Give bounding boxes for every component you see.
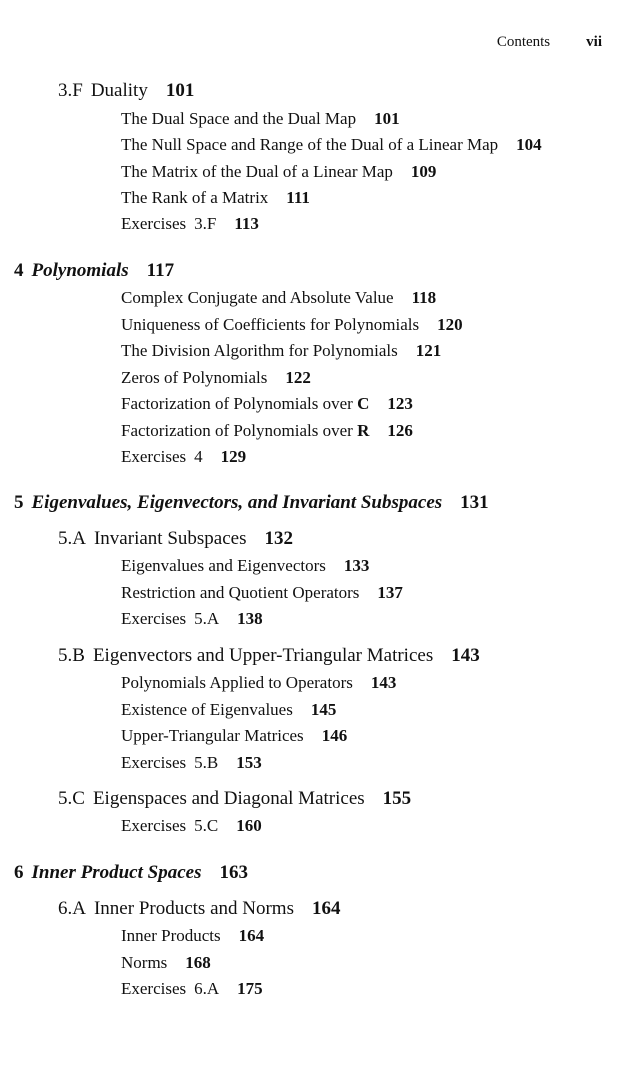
field-symbol: C (357, 394, 370, 413)
page-ref: 145 (310, 700, 337, 719)
chapter-title: Polynomials (31, 260, 129, 281)
entry-title: Factorization of Polynomials over (121, 394, 358, 413)
toc-subsection (121, 342, 441, 359)
toc-chapter (14, 863, 248, 882)
entry-title: Zeros of Polynomials (121, 368, 268, 387)
entry-title: The Dual Space and the Dual Map (121, 109, 357, 128)
toc-subsection (121, 727, 347, 744)
entry-title: Factorization of Polynomials over (121, 421, 358, 440)
page-ref: 121 (415, 341, 442, 360)
entry-title: The Null Space and Range of the Dual of a Linear Map (121, 135, 499, 154)
page-ref: 120 (437, 315, 463, 334)
entry-title: Exercises (121, 214, 187, 233)
page-ref: 117 (146, 260, 175, 281)
chapter-number: 6 (14, 862, 24, 883)
page-ref: 101 (374, 109, 400, 128)
toc-subsection (121, 954, 211, 971)
section-title: Eigenspaces and Diagonal Matrices (92, 788, 365, 809)
chapter-title: Inner Product Spaces (31, 862, 202, 883)
page-ref: 164 (311, 898, 341, 919)
page-ref: 137 (377, 583, 403, 602)
page-ref: 133 (343, 556, 370, 575)
page-ref: 131 (460, 492, 489, 513)
toc-section (58, 81, 194, 100)
page-ref: 101 (165, 80, 195, 101)
page-ref: 123 (387, 394, 413, 413)
page-ref: 111 (286, 188, 310, 207)
toc-subsection (121, 927, 264, 944)
exercise-ref: 3.F (194, 214, 217, 233)
page-ref: 175 (237, 979, 263, 998)
entry-title: Eigenvalues and Eigenvectors (121, 556, 326, 575)
entry-title: Exercises (121, 609, 187, 628)
toc-subsection (121, 701, 336, 718)
page-ref: 113 (234, 214, 259, 233)
toc-subsection (121, 557, 369, 574)
entry-title: Existence of Eigenvalues (121, 700, 293, 719)
entry-title: Uniqueness of Coefficients for Polynomials (121, 315, 420, 334)
page-ref: 138 (237, 609, 263, 628)
entry-title: Exercises (121, 447, 187, 466)
section-title: Inner Products and Norms (93, 898, 294, 919)
section-code: 5.A (58, 528, 86, 549)
entry-title: Inner Products (121, 926, 221, 945)
exercise-ref: 5.A (194, 609, 220, 628)
toc-subsection (121, 369, 311, 386)
exercise-ref: 6.A (194, 979, 220, 998)
running-head (497, 34, 602, 51)
entry-title: Upper-Triangular Matrices (121, 726, 304, 745)
section-code: 6.A (58, 898, 86, 919)
entry-title: The Rank of a Matrix (121, 188, 269, 207)
section-title: Duality (90, 80, 148, 101)
page-ref: 155 (382, 788, 412, 809)
entry-title: Norms (121, 953, 168, 972)
page-ref: 132 (264, 528, 293, 549)
page-ref: 160 (236, 816, 262, 835)
entry-title: Restriction and Quotient Operators (121, 583, 360, 602)
toc-subsection (121, 136, 542, 153)
page-ref: 143 (370, 673, 397, 692)
page-ref: 146 (321, 726, 348, 745)
entry-title: Complex Conjugate and Absolute Value (121, 288, 394, 307)
toc-subsection (121, 163, 436, 180)
entry-title: The Division Algorithm for Polynomials (121, 341, 398, 360)
page-ref: 168 (185, 953, 211, 972)
exercise-ref: 5.B (194, 753, 219, 772)
toc-subsection (121, 110, 400, 127)
page-ref: 126 (387, 421, 413, 440)
toc-subsection (121, 289, 436, 306)
page-ref: 143 (451, 645, 480, 666)
page-ref: 164 (238, 926, 265, 945)
toc-subsection (121, 316, 463, 333)
field-symbol: R (357, 421, 370, 440)
section-title: Eigenvectors and Upper-Triangular Matrices (92, 645, 434, 666)
running-title: Contents (496, 34, 551, 50)
toc-subsection (121, 422, 413, 439)
page-ref: 122 (285, 368, 311, 387)
exercise-ref: 4 (194, 447, 203, 466)
toc-subsection (121, 395, 413, 412)
toc-section (58, 789, 411, 808)
toc-exercises (121, 448, 246, 465)
section-code: 5.B (58, 645, 85, 666)
page-ref: 163 (219, 862, 248, 883)
toc-chapter (14, 493, 489, 512)
entry-title: Exercises (121, 816, 187, 835)
toc-subsection (121, 674, 396, 691)
entry-title: Exercises (121, 979, 187, 998)
toc-exercises (121, 980, 263, 997)
entry-title: Exercises (121, 753, 187, 772)
section-title: Invariant Subspaces (93, 528, 247, 549)
entry-title: The Matrix of the Dual of a Linear Map (121, 162, 393, 181)
chapter-number: 4 (14, 260, 24, 281)
exercise-ref: 5.C (194, 816, 219, 835)
toc-section (58, 899, 340, 918)
page-ref: 153 (236, 753, 262, 772)
page-number: vii (586, 34, 602, 50)
chapter-title: Eigenvalues, Eigenvectors, and Invariant Subspaces (31, 492, 443, 513)
section-code: 5.C (58, 788, 85, 809)
toc-exercises (121, 215, 259, 232)
toc-subsection (121, 584, 403, 601)
page-ref: 104 (516, 135, 542, 154)
toc-exercises (121, 817, 262, 834)
page-ref: 109 (410, 162, 437, 181)
toc-section (58, 529, 293, 548)
toc-section (58, 646, 480, 665)
toc-chapter (14, 261, 174, 280)
toc-exercises (121, 754, 262, 771)
toc-exercises (121, 610, 263, 627)
chapter-number: 5 (14, 492, 24, 513)
section-code: 3.F (58, 80, 83, 101)
entry-title: Polynomials Applied to Operators (121, 673, 353, 692)
page-ref: 129 (220, 447, 247, 466)
page-ref: 118 (411, 288, 437, 307)
toc-subsection (121, 189, 310, 206)
